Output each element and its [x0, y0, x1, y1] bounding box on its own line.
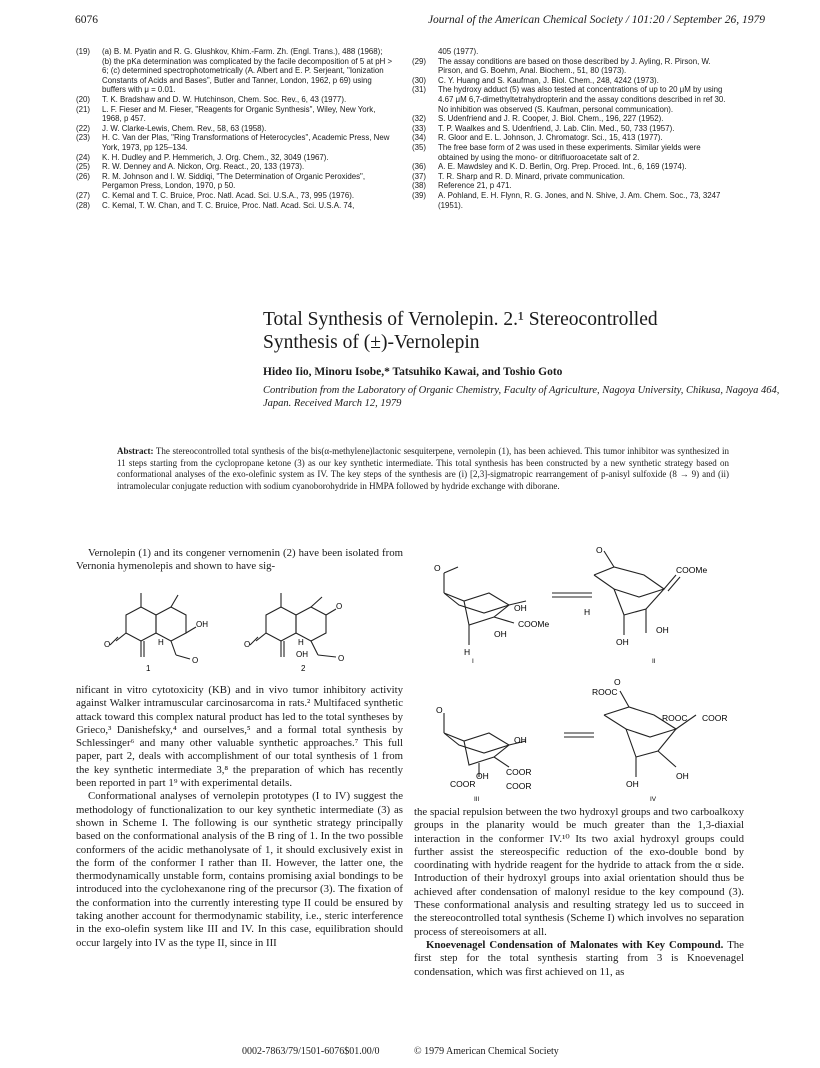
- group-label: OH: [676, 771, 689, 781]
- reference-item: (29) The assay conditions are based on those described by J. Ayling, R. Pirson, W. Pirson, and G. Boehm, Anal. Biochem., 51, 80 (1973).: [412, 56, 711, 76]
- group-label: COOMe: [518, 619, 550, 629]
- struct-label-h: H: [158, 638, 164, 647]
- body-right-column: the spacial repulsion between the two hydroxyl groups and two carboalkoxy groups in the planarity would be much greater than the 1,3-diaxial interaction in the conformer IV.¹⁰ Its two axial hydroxyl groups could further assist the stereospecific reduction of the exo-double bond by coordinating with hydride reagent for the hydride to attack from the α side. Introduction of their hydroxyl groups into axial orientation should thus be achieved after condensation of malonyl residue to the key compound (3). These conformational analysis and resulting strategy led us to succeed in the stereocontrolled total synthesis (Scheme I) which involves no separation process of stereoisomers at all. Knoevenagel Condensation of Malonates with Key Compound. The first step for the total synthesis starting from 3 is Knoevenagel condensation, which was first achieved on 11, as: [414, 806, 744, 978]
- abstract-text: The stereocontrolled total synthesis of the bis(α-methylene)lactonic sesquiterpene, vernolepin (1), has been achieved. This tumor inhibitor was synthesized in 11 steps starting from the cyclopropane ketone (3) as our key synthetic intermediate. This total synthesis has been constructed by a new synthetic strategy based on conformational analyses of the exo-olefinic system as IV. The key steps of the synthesis are (i) [2,3]-sigmatropic rearrangement of p-anisyl sulfoxide (8 → 9) and (ii) intramolecular conjugate reduction with sodium cyanoborohydride in HMPA followed by hydride exchange with diborane.: [117, 446, 729, 491]
- group-label: OH: [494, 629, 507, 639]
- group-label: O: [436, 705, 443, 715]
- conformer-II-label: II: [652, 658, 656, 665]
- body-left-column: nificant in vitro cytotoxicity (KB) and in vivo tumor inhibitory activity against Walker intramuscular carcinosarcoma in rats.² Multifaced synthetic attack toward this complex natural product has led to the total syntheses by Grieco,³ Danishefsky,⁴ and ourselves,⁵ and a formal total synthesis by Schlessinger⁶ and many other valuable synthetic approaches.⁷ This full paper, part 2, deals with accomplishment of our total synthesis of 1 from the key synthetic intermediate 3,⁸ the preparation of which has recently been reported in part 1⁹ with experimental details. Conformational analyses of vernolepin prototypes (I to IV) suggest the methodology of functionalization to our key synthetic intermediate (3) as shown in Scheme I. The following is our synthetic strategy principally based on the conformational analysis of the B ring of 1. In the two possible conformers of the acidic methanolysate of 1, it should exclusively exist in the form of the conformer I rather than II. However, the latter one, the thermodynamically unstable form, contains promising axial bondings to be introduced into the cyclohexanone ring of the precursor (3). The fixation of the conformation into the currently interesting type II could be ensured by taking another account for thermodynamic stability, i.e., steric interference in the exo-olefin system like III and IV. In this case, equilibration should occur largely into IV as the type II, since in III: [76, 684, 403, 949]
- section-heading: Knoevenagel Condensation of Malonates with Key Compound.: [426, 938, 724, 951]
- references-left-column: [76, 47, 394, 210]
- group-label: H: [584, 607, 591, 617]
- reference-item: (24) K. H. Dudley and P. Hemmerich, J. Org. Chem., 32, 3049 (1967).: [76, 152, 329, 162]
- struct-label-o: O: [338, 654, 345, 663]
- article-authors: Hideo Iio, Minoru Isobe,* Tatsuhiko Kawai, and Toshio Goto: [263, 366, 563, 378]
- reference-item: (30) C. Y. Huang and S. Kaufman, J. Biol. Chem., 248, 4242 (1973).: [412, 75, 659, 85]
- structures-1-2-figure: [96, 575, 396, 675]
- reference-item: (34) R. Gloor and E. L. Johnson, J. Chromatogr. Sci., 15, 413 (1977).: [412, 133, 663, 143]
- abstract: [117, 446, 729, 492]
- group-label: COOMe: [676, 565, 708, 575]
- group-label: OH: [656, 625, 669, 635]
- conformer-I-label: I: [472, 658, 474, 665]
- group-label: O: [614, 677, 621, 687]
- reference-item: (19) (a) B. M. Pyatin and R. G. Glushkov, Khim.-Farm. Zh. (Engl. Trans.), 488 (1968); (b) the pKa determination was complicated by the facile decomposition of 5 at pH > 6; (c) determined spectrophotometrically (A. Albert and E. P. Serjeant, "Ionization Constants of Acids and Bases", Butler and Tanner, London, 1962, p 69) using buffers with μ = 0.01.: [76, 47, 393, 95]
- reference-item: (21) L. F. Fieser and M. Fieser, "Reagents for Organic Synthesis", Wiley, New York, 1968, p 457.: [76, 104, 376, 124]
- conformer-III-label: III: [474, 796, 480, 803]
- group-label: OH: [476, 771, 489, 781]
- reference-item: (28) C. Kemal, T. W. Chan, and T. C. Bruice, Proc. Natl. Acad. Sci. U.S.A. 74,: [76, 200, 355, 210]
- footer-copyright: © 1979 American Chemical Society: [414, 1046, 559, 1057]
- reference-item: (38) Reference 21, p 471.: [412, 181, 512, 191]
- abstract-label: Abstract:: [117, 446, 154, 456]
- group-label: O: [596, 545, 603, 555]
- group-label: COOR: [702, 713, 728, 723]
- footer-code: 0002-7863/79/1501-6076$01.00/0: [242, 1046, 380, 1057]
- struct-label-o: O: [192, 656, 199, 665]
- compound-1-label: 1: [146, 664, 151, 673]
- body-left-para-1: Vernolepin (1) and its congener vernomenin (2) have been isolated from Vernonia hymenolepis and shown to have sig-: [76, 547, 403, 573]
- reference-item: (36) A. E. Mawdsley and K. D. Berlin, Org. Prep. Proced. Int., 6, 169 (1974).: [412, 162, 687, 172]
- group-label: COOR: [450, 779, 476, 789]
- reference-item: (25) R. W. Denney and A. Nickon, Org. React., 20, 133 (1973).: [76, 162, 305, 172]
- group-label: OH: [626, 779, 639, 789]
- compound-2-label: 2: [301, 664, 306, 673]
- reference-item: (20) T. K. Bradshaw and D. W. Hutchinson, Chem. Soc. Rev., 6, 43 (1977).: [76, 94, 347, 104]
- group-label: OH: [514, 735, 527, 745]
- conformers-figure: [414, 545, 754, 803]
- reference-item: (35) The free base form of 2 was used in these experiments. Similar yields were obtained by using the mono- or ditrifluoroacetate salt of 2.: [412, 142, 701, 162]
- group-label: OH: [514, 603, 527, 613]
- article-affiliation: Contribution from the Laboratory of Organic Chemistry, Faculty of Agriculture, Nagoya University, Chikusa, Nagoya 464, Japan. Received March 12, 1979: [263, 385, 780, 409]
- group-label: ROOC: [592, 687, 618, 697]
- page-number: 6076: [75, 14, 98, 26]
- group-label: H: [464, 647, 471, 657]
- reference-item: (33) T. P. Waalkes and S. Udenfriend, J. Lab. Clin. Med., 50, 733 (1957).: [412, 123, 675, 133]
- article-title: Total Synthesis of Vernolepin. 2.¹ Stereocontrolled Synthesis of (±)-Vernolepin: [263, 309, 658, 353]
- reference-item: (32) S. Udenfriend and J. R. Cooper, J. Biol. Chem., 196, 227 (1952).: [412, 114, 664, 124]
- group-label: O: [434, 563, 441, 573]
- struct-label-h: H: [298, 638, 304, 647]
- group-label: COOR: [506, 767, 532, 777]
- reference-item: (37) T. R. Sharp and R. D. Minard, private communication.: [412, 171, 625, 181]
- struct-label-oh: OH: [196, 620, 208, 629]
- struct-label-o: O: [336, 602, 343, 611]
- conformer-IV-label: IV: [650, 796, 657, 803]
- journal-citation: Journal of the American Chemical Society / 101:20 / September 26, 1979: [427, 14, 765, 26]
- reference-item: (31) The hydroxy adduct (5) was also tested at concentrations of up to 20 μM by using 4.67 μM 6,7-dimethyltetrahydropterin and the assay conditions described in ref 30. No inhibition was observed (S. Kaufman, personal communication).: [412, 85, 726, 114]
- struct-label-oh: OH: [296, 650, 308, 659]
- reference-item: (22) J. W. Clarke-Lewis, Chem. Rev., 58, 63 (1958).: [76, 123, 267, 133]
- reference-item: (27) C. Kemal and T. C. Bruice, Proc. Natl. Acad. Sci. U.S.A., 73, 995 (1976).: [76, 190, 355, 200]
- reference-item: (23) H. C. Van der Plas, "Ring Transformations of Heterocycles", Academic Press, New York, 1973, pp 125–134.: [76, 133, 390, 152]
- reference-item: (39) A. Pohland, E. H. Flynn, R. G. Jones, and N. Shive, J. Am. Chem. Soc., 73, 3247 (1951).: [412, 190, 721, 210]
- reference-item: 405 (1977).: [438, 47, 479, 56]
- group-label: OH: [616, 637, 629, 647]
- struct-label-o: O: [244, 640, 251, 649]
- running-header: [75, 14, 765, 32]
- group-label: COOR: [506, 781, 532, 791]
- references-right-column: [412, 47, 730, 210]
- struct-label-o: O: [104, 640, 111, 649]
- group-label: ROOC: [662, 713, 688, 723]
- reference-item: (26) R. M. Johnson and I. W. Siddiqi, "The Determination of Organic Peroxides", Pergamon Press, London, 1970, p 50.: [76, 171, 366, 191]
